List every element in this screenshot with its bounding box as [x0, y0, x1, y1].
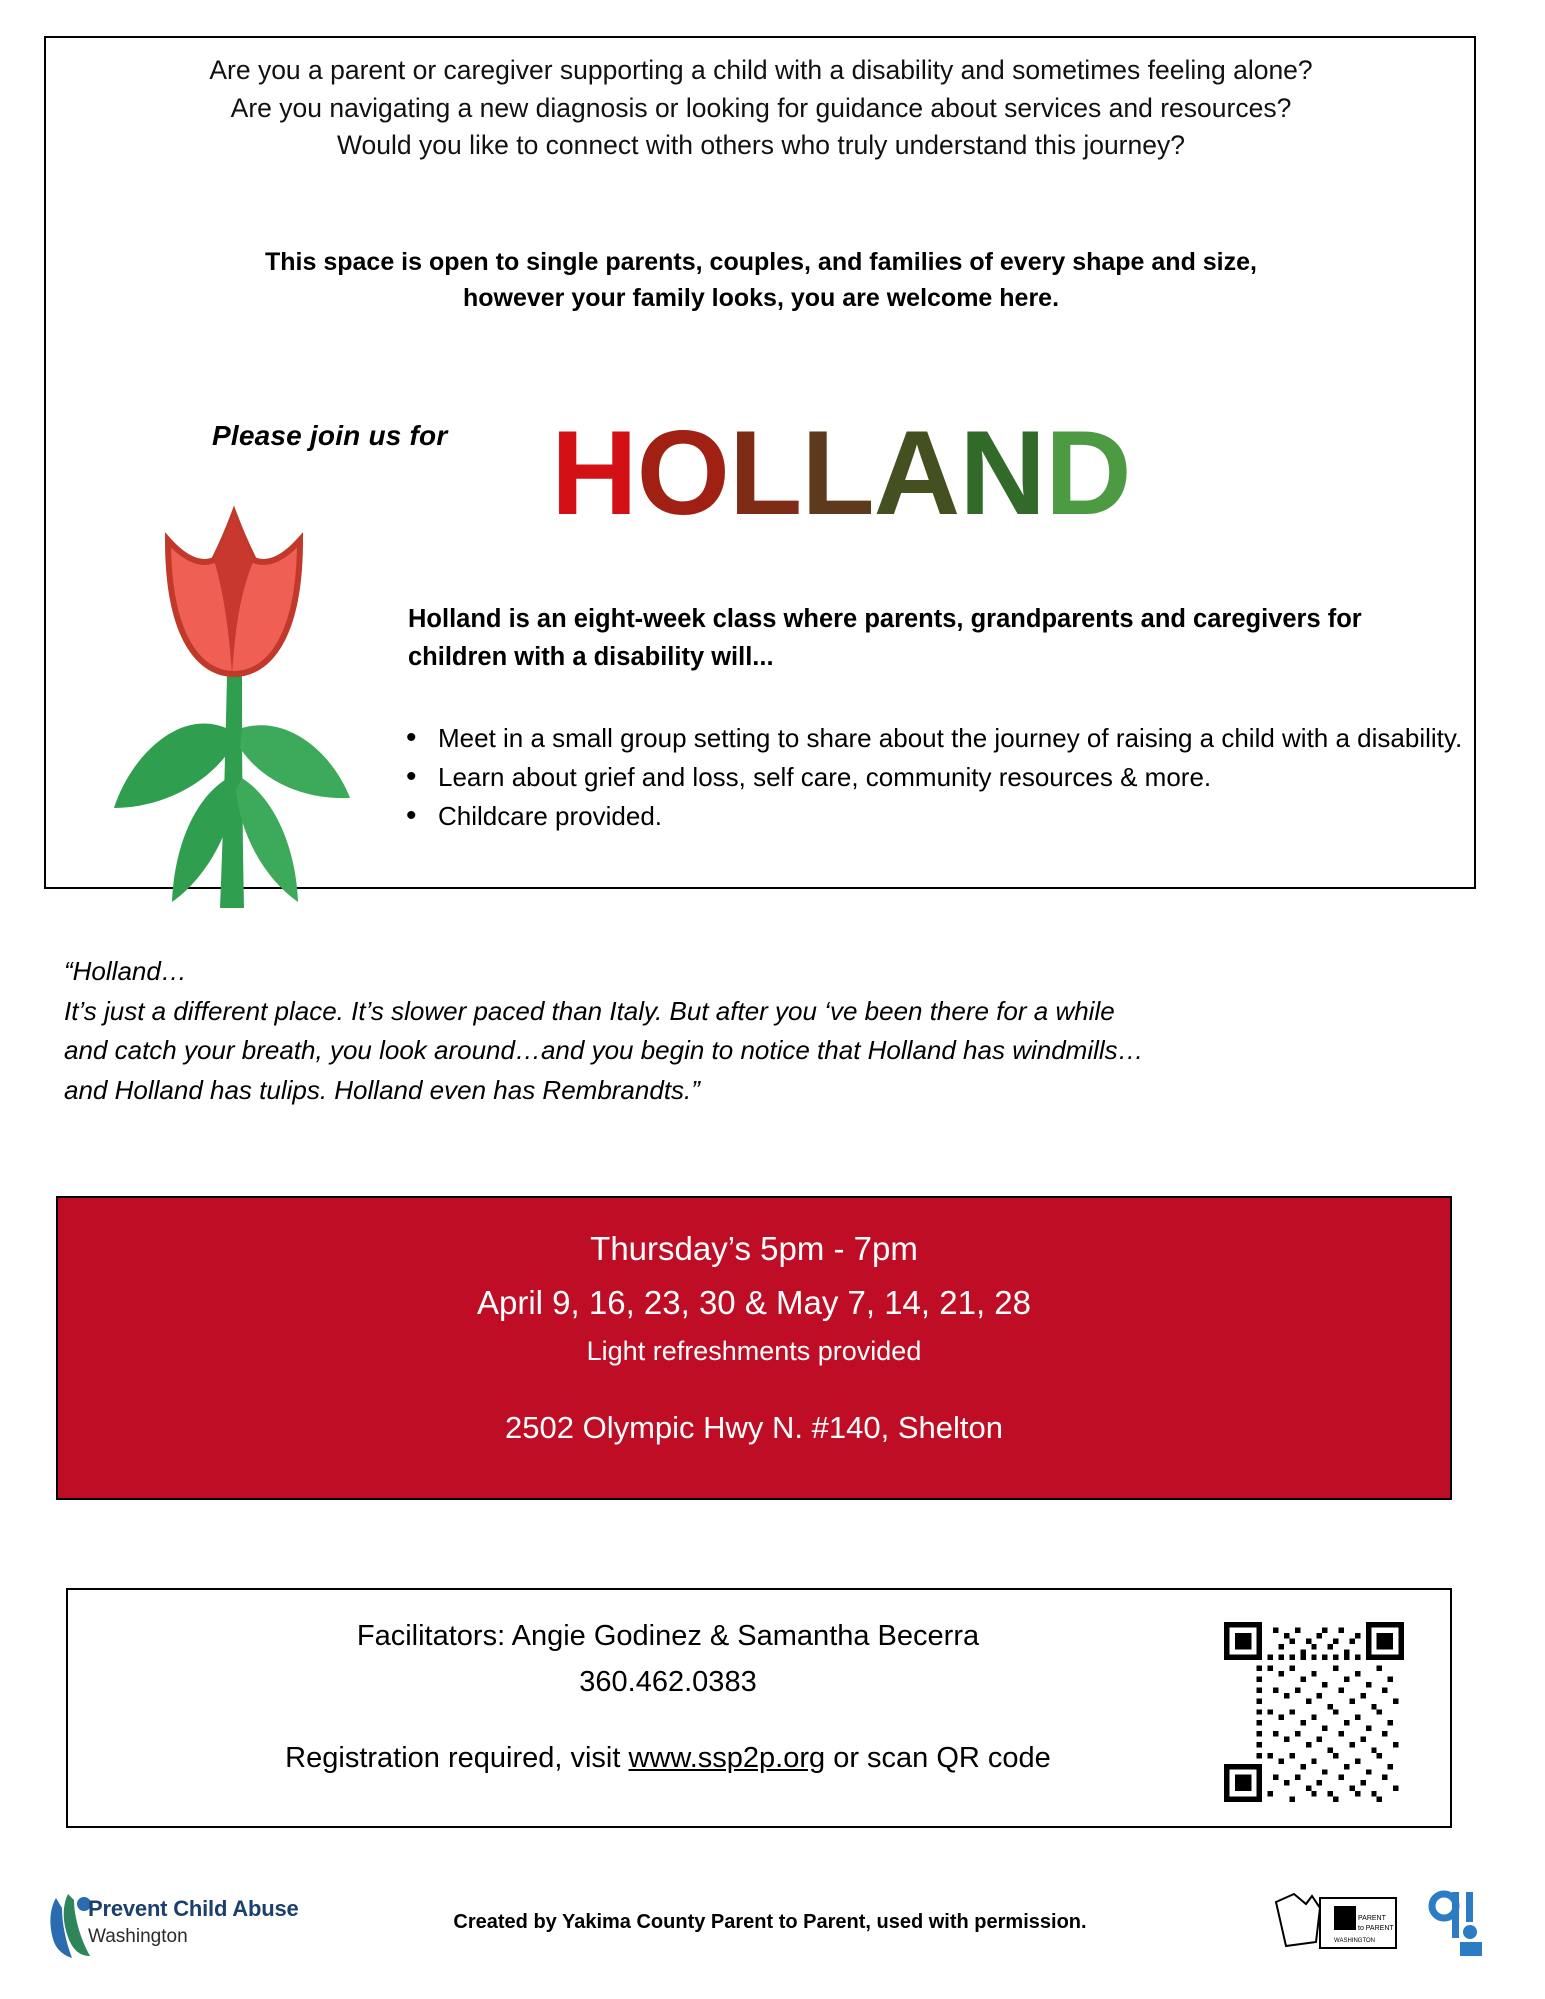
holland-quote	[64, 952, 1464, 1110]
contact-box	[66, 1588, 1452, 1828]
credit-text: Created by Yakima County Parent to Parent, used with permission.	[453, 1911, 1087, 1933]
intro-paragraph	[56, 52, 1466, 165]
quote-line-3: and catch your breath, you look around…and you begin to notice that Holland has windmills…	[64, 1035, 1144, 1066]
facilitators-text: Facilitators: Angie Godinez & Samantha Becerra	[356, 1620, 980, 1652]
list-item: • Learn about grief and loss, self care, community resources & more.	[394, 759, 1484, 796]
holland-letter-h: H	[551, 406, 637, 540]
schedule-refreshments: Light refreshments provided	[586, 1336, 922, 1366]
welcome-statement	[106, 244, 1416, 317]
pca-logo-line-2: Washington	[88, 1926, 188, 1947]
schedule-banner	[56, 1196, 1452, 1500]
holland-letter-d: D	[1044, 406, 1131, 540]
schedule-time: Thursday’s 5pm - 7pm	[590, 1230, 918, 1267]
holland-title	[551, 406, 1131, 540]
svg-text:PARENT: PARENT	[1358, 1915, 1386, 1922]
quote-line-2: It’s just a different place. It’s slower paced than Italy. But after you ‘ve been there for a while	[64, 995, 1115, 1026]
holland-letter-o: O	[636, 406, 730, 540]
intro-line-3: Would you like to connect with others who truly understand this journey?	[337, 130, 1185, 161]
holland-letter-a: A	[873, 406, 960, 540]
qr-code-icon[interactable]	[1216, 1622, 1412, 1802]
welcome-line-1: This space is open to single parents, couples, and families of every shape and size,	[265, 248, 1257, 276]
quote-line-1: “Holland…	[64, 956, 187, 986]
class-features-list	[394, 720, 1484, 837]
parent-to-parent-logo-icon	[1272, 1886, 1404, 1962]
registration-prefix: Registration required, visit	[285, 1742, 629, 1774]
website-link[interactable]: www.ssp2p.org	[628, 1742, 826, 1774]
registration-suffix: or scan QR code	[825, 1742, 1051, 1774]
list-item: • Meet in a small group setting to share about the journey of raising a child with a disability.	[394, 720, 1484, 757]
svg-text:WASHINGTON: WASHINGTON	[1334, 1938, 1376, 1944]
holland-letter-n: N	[959, 406, 1045, 540]
phone-number: 360.462.0383	[579, 1666, 757, 1698]
schedule-address: 2502 Olympic Hwy N. #140, Shelton	[505, 1410, 1003, 1445]
community-partners-logo-icon	[1420, 1886, 1500, 1962]
join-us-label: Please join us for	[212, 420, 448, 451]
holland-letter-l2: L	[801, 406, 874, 540]
intro-line-2: Are you navigating a new diagnosis or looking for guidance about services and resources?	[230, 92, 1292, 123]
intro-line-1: Are you a parent or caregiver supporting a child with a disability and sometimes feeling alone?	[209, 55, 1313, 85]
pca-logo-line-1: Prevent Child Abuse	[88, 1896, 299, 1921]
svg-text:to PARENT: to PARENT	[1358, 1925, 1394, 1932]
registration-text	[108, 1742, 1228, 1775]
quote-line-4: and Holland has tulips. Holland even has Rembrandts.”	[64, 1074, 700, 1105]
holland-letter-l1: L	[729, 406, 802, 540]
tulip-icon	[108, 478, 358, 918]
top-content-box	[44, 36, 1476, 889]
list-item: • Childcare provided.	[394, 798, 1484, 835]
class-description: Holland is an eight-week class where parents, grandparents and caregivers for children with a disability will...	[408, 605, 1362, 672]
schedule-dates: April 9, 16, 23, 30 & May 7, 14, 21, 28	[476, 1284, 1031, 1321]
welcome-line-2: however your family looks, you are welcome here.	[462, 284, 1060, 313]
